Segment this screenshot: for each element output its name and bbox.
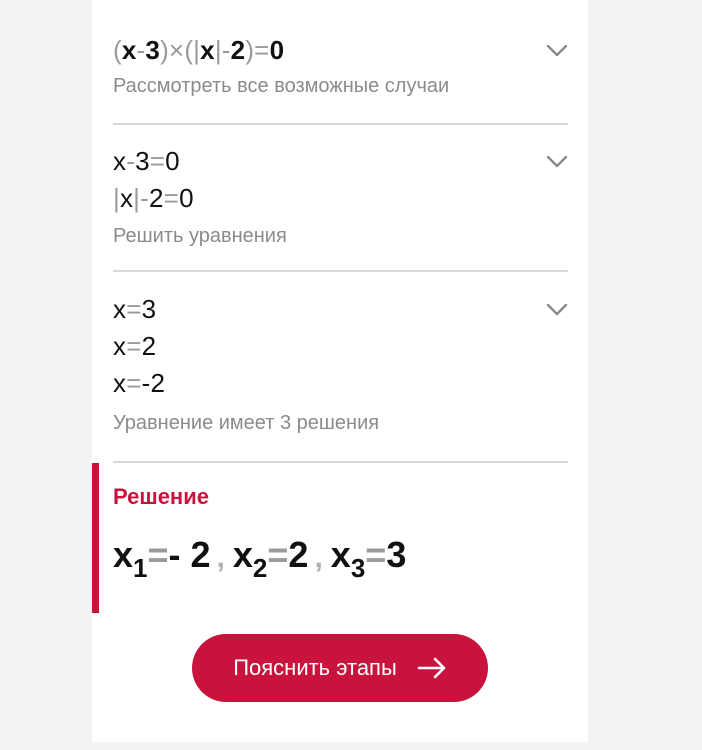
chevron-down-icon[interactable] [546,155,568,169]
answer-1: $x_1=-$ 2 [113,534,211,583]
step-3-caption: Уравнение имеет 3 решения [113,412,380,434]
step-2[interactable] [113,143,568,248]
divider [113,461,568,463]
divider [113,123,568,125]
divider [113,270,568,272]
explain-steps-label: Пояснить этапы [233,655,397,680]
step-3-root-1: x=3 [113,294,157,324]
chevron-down-icon[interactable] [546,303,568,317]
step-3-root-3: x=-2 [113,368,166,398]
step-2-caption: Решить уравнения [113,225,287,247]
step-1-equation: (x-3)×(|x|-2)=0 [113,35,285,65]
arrow-right-icon [417,657,447,679]
solution-title: Решение [113,484,209,509]
chevron-down-icon[interactable] [546,44,568,58]
answer-2: $x_2=2$ [232,534,309,583]
step-2-equation-2: |x|-2=0 [113,183,194,213]
step-2-equation-1: x-3=0 [113,146,180,176]
solution-answers: $x_1=-$ 2 , $x_2=2$ , $x_3=3$ [113,534,407,583]
step-1[interactable] [113,32,568,98]
step-3-root-2: x=2 [113,331,157,361]
step-3[interactable] [113,291,568,435]
step-1-caption: Рассмотреть все возможные случаи [113,75,450,97]
answer-3: $x_3=3$ [330,534,407,583]
solution-accent-bar [92,463,99,613]
explain-steps-button[interactable] [192,634,488,702]
